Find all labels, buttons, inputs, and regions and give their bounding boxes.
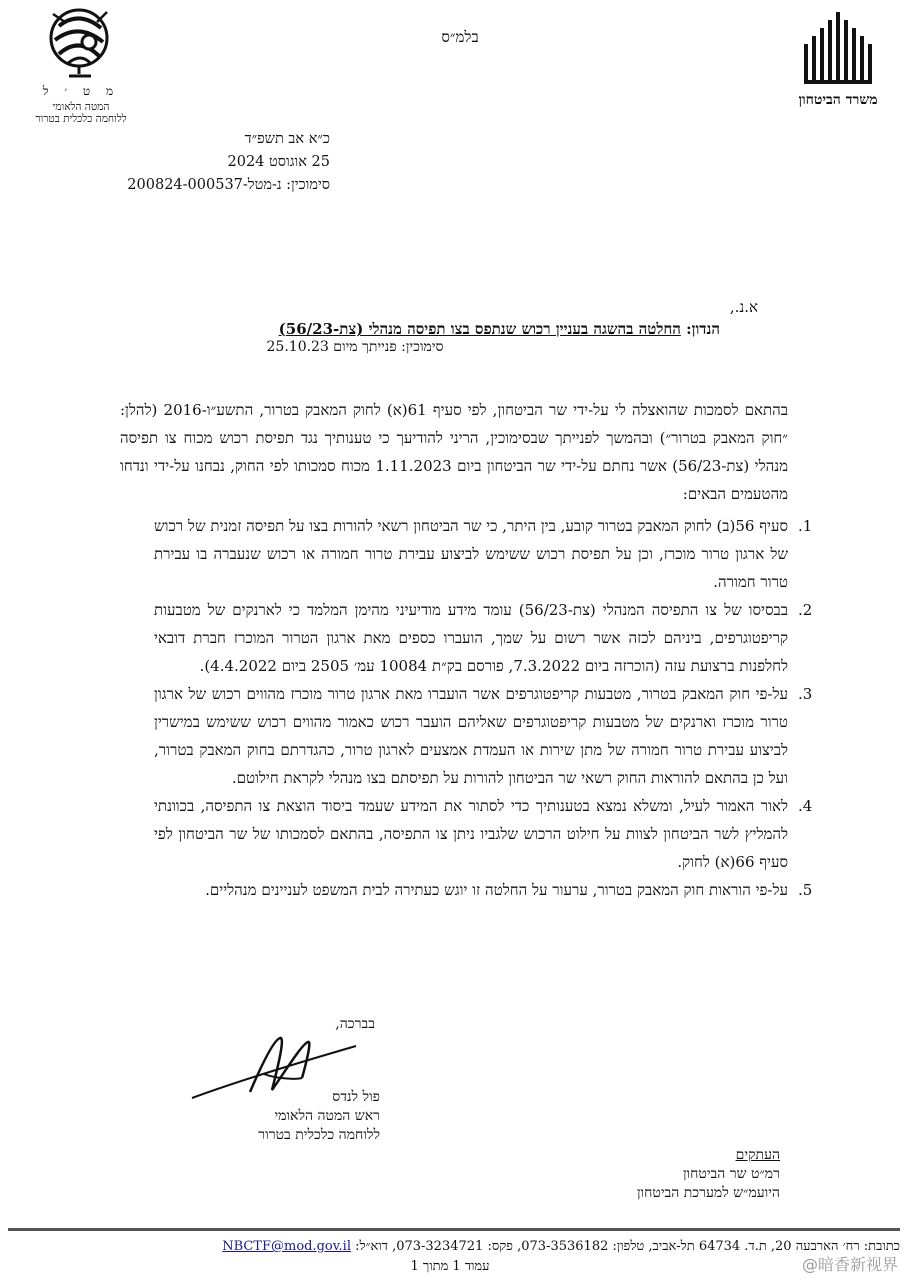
subject-text: החלטה בהשגה בעניין רכוש שנתפס בצו תפיסה מנהלי (צת-56/23)	[278, 320, 681, 338]
letter-body	[120, 396, 813, 904]
points-list	[120, 512, 813, 904]
list-item	[154, 596, 813, 680]
page-number: עמוד 1 מתוך 1	[410, 1259, 490, 1274]
point-text: על-פי חוק המאבק בטרור, מטבעות קריפטוגרפים אשר הועברו מאת ארגון טרור מוכרז מהווים רכוש של ארגון טרור מוכרז וארנקים של מטבעות קריפטוגרפים שאליהם הועבר רכוש כאמור מהווים רכוש ששימש במישרין לביצוע עבירת טרור חמורה של מתן שירות או העמדת אמצעים לארגון טרור, כהגדרתם בחוק המאבק בטרור, ועל כן בהתאם להוראות החוק רשאי שר הביטחון להורות על תפיסתם בצו מנהלי לקראת חילוטם.	[154, 685, 788, 787]
subject-block	[120, 320, 720, 356]
footer-email-link[interactable]: NBCTF@mod.gov.il	[222, 1239, 352, 1254]
signer-name: פול לנדס	[332, 1089, 380, 1105]
watermark-text: @暗香新视界	[801, 1255, 898, 1274]
ctf-name-line1: המטה הלאומי	[52, 101, 110, 113]
subject-label: הנדון:	[686, 320, 720, 338]
ctf-name-line2: ללוחמה כלכלית בטרור	[35, 113, 127, 125]
point-number: 2.	[798, 601, 813, 619]
copies-block	[560, 1146, 780, 1203]
ctf-acronym: מ ט ׳ ל	[42, 84, 120, 98]
gregorian-date: 25 אוגוסט 2024	[227, 154, 330, 170]
copy-recipient: רמ״ט שר הביטחון	[682, 1166, 780, 1182]
list-item	[154, 876, 813, 904]
list-item	[154, 680, 813, 792]
point-number: 4.	[798, 797, 813, 815]
ministry-emblem-icon	[800, 8, 876, 88]
letter-meta	[90, 128, 330, 197]
globe-logo-icon	[45, 6, 117, 84]
signer-block	[200, 1088, 380, 1145]
footer-address-text: כתובת: רח׳ הארבעה 20, ת.ד. 64734 תל-אביב, טלפון: 073-3536182, פקס: 073-3234721, דוא״ל:	[355, 1239, 900, 1254]
closing-greeting: בברכה,	[335, 1016, 375, 1032]
signer-title: ראש המטה הלאומי	[274, 1108, 380, 1124]
subject-reference: סימוכין: פנייתך מיום 25.10.23	[266, 339, 444, 355]
point-number: 1.	[798, 517, 813, 535]
reference-number: סימוכין: נ-מטל-200824-000537	[127, 177, 330, 193]
classification-header: בלמ״ס	[441, 28, 479, 46]
point-text: סעיף 56(ב) לחוק המאבק בטרור קובע, בין היתר, כי שר הביטחון רשאי להורות בצו על תפיסה זמנית של רכוש של ארגון טרור מוכרז, וכן על תפיסת רכוש ששימש לביצוע עבירת טרור חמורה או רכוש שנעברה בו עבירת טרור חמורה.	[154, 517, 788, 591]
ctf-logo	[26, 6, 136, 125]
list-item	[154, 512, 813, 596]
list-item	[154, 792, 813, 876]
mod-logo	[790, 8, 886, 109]
ministry-name: משרד הביטחון	[798, 92, 878, 108]
point-text: על-פי הוראות חוק המאבק בטרור, ערעור על החלטה זו יוגש כעתירה לבית המשפט לעניינים מנהליים.	[205, 881, 788, 899]
copy-recipient: היועמ״ש למערכת הביטחון	[636, 1185, 780, 1201]
footer-address	[40, 1238, 900, 1254]
point-text: בבסיסו של צו התפיסה המנהלי (צת-56/23) עומד מידע מודיעיני מהימן המלמד כי לארנקים של מטבעות קריפטוגרפים, ביניהם לכזה אשר רשום על שמך, הועברו כספים מאת ארגון הטרור המוכרז חברת דובאי לחלפנות ברצועת עזה (הוכרזה ביום 7.3.2022, פורסם בק״ת 10084 עמ׳ 2505 ביום 4.4.2022).	[154, 601, 788, 675]
point-text: לאור האמור לעיל, ומשלא נמצא בטענותיך כדי לסתור את המידע שעמד ביסוד הוצאת צו התפיסה, בכוונתי להמליץ לשר הביטחון לצוות על חילוט הרכוש שלגביו ניתן צו התפיסה, בהתאם לסמכותו של שר הביטחון לפי סעיף 66(א) לחוק.	[154, 797, 788, 871]
intro-paragraph: בהתאם לסמכות שהואצלה לי על-ידי שר הביטחון, לפי סעיף 61(א) לחוק המאבק בטרור, התשע״ו-2016 (להלן: ״חוק המאבק בטרור״) ובהמשך לפנייתך שבסימוכין, הריני להודיעך כי טענותיך נגד תפיסת רכוש מכוח צו תפיסה מנהלי (צת-56/23) אשר נחתם על-ידי שר הביטחון ביום 1.11.2023 מכוח סמכותו לפי החוק, נבחנו על-ידי ונדחו מהטעמים הבאים:	[120, 401, 789, 503]
salutation: א.נ.,	[729, 298, 758, 316]
signer-title: ללוחמה כלכלית בטרור	[258, 1127, 380, 1143]
point-number: 5.	[798, 881, 813, 899]
copies-title: העתקים	[735, 1147, 780, 1163]
point-number: 3.	[798, 685, 813, 703]
footer-divider	[8, 1228, 900, 1231]
hebrew-date: כ״א אב תשפ״ד	[244, 131, 330, 147]
